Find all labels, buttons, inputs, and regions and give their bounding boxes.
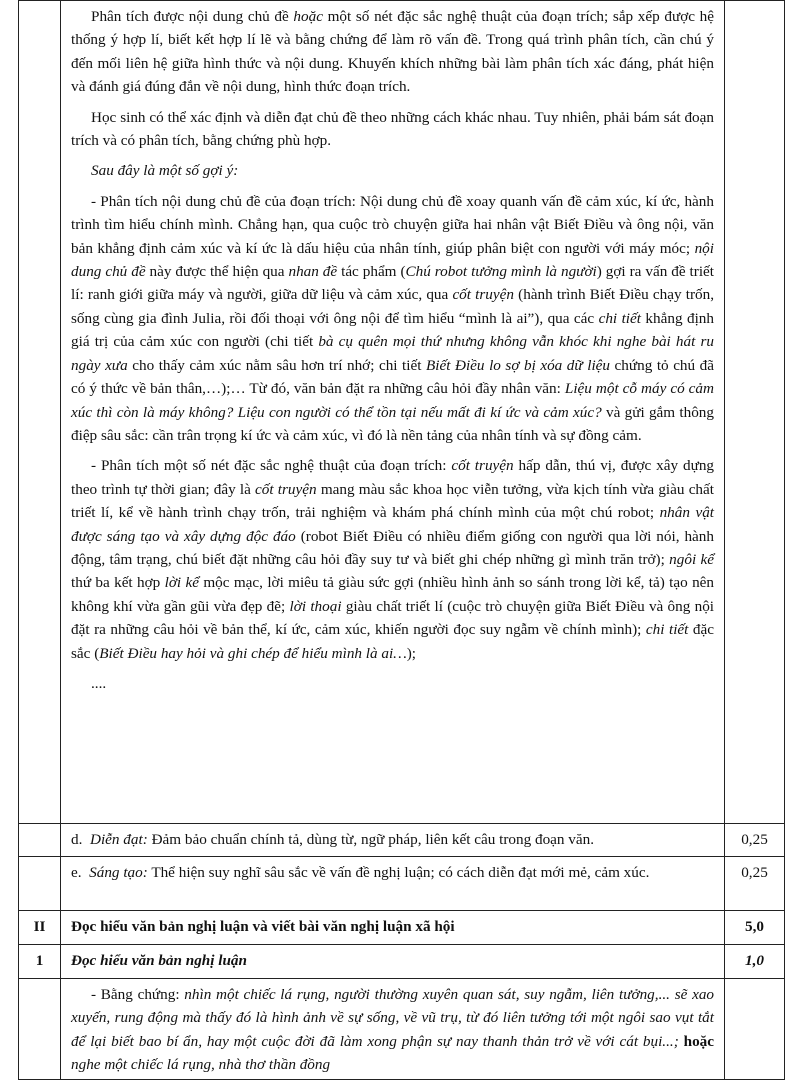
criterion-row-e: [19, 857, 785, 911]
text-run: chi tiết: [645, 621, 689, 639]
section-II-row: [19, 911, 785, 945]
text-run: chi tiết: [598, 309, 641, 327]
criterion-label: Diễn đạt:: [89, 831, 148, 848]
text-run: (robot Biết Điều có nhiều điểm giống con người qua lời nói, hành động, tâm trạng, chú biết đặt những câu hỏi đầy suy tư và biết ghi chép những gì mình trăn trở);: [71, 527, 714, 568]
text-run: tác phẩm (: [337, 263, 406, 281]
section-c-score-cell: [725, 1, 785, 824]
text-run: hoặc: [683, 1032, 715, 1050]
text-run: một số nét đặc sắc nghệ thuật của đoạn trích; sắp xếp được hệ thống ý hợp lí, biết kết hợp lí lẽ và bằng chứng để làm rõ vấn đề. Trong quá trình phân tích, cần chú ý đến mối liên hệ giữa hình thức và nội dung. Khuyến khích những bài làm phân tích xác đáng, phát hiện và đánh giá đúng đắn về nội dung, hình thức đoạn trích.: [71, 8, 714, 96]
criterion-row-d: [19, 824, 785, 857]
answer-content: [61, 979, 725, 1080]
paragraph: [71, 672, 714, 695]
text-run: đặc sắc (: [71, 621, 714, 662]
text-run: mộc mạc, lời miêu tả giàu sức gợi (nhiều hình ảnh so sánh trong lời kể, tả) tạo nên không khí vừa gần gũi vừa đẹp đẽ;: [71, 574, 714, 615]
text-run: Phân tích được nội dung chủ đề: [91, 8, 294, 25]
text-run: ....: [91, 674, 107, 692]
text-run: - Phân tích một số nét đặc sắc nghệ thuật của đoạn trích:: [91, 457, 452, 475]
text-run: nhân vật được sáng tạo và xây dựng độc đáo: [71, 504, 715, 545]
section-number: II: [19, 911, 61, 945]
criterion-e: e. Sáng tạo: Thể hiện suy nghĩ sâu sắc về vấn đề nghị luận; có cách diễn đạt mới mẻ, cảm xúc.: [61, 857, 725, 911]
paragraph: [71, 983, 714, 1077]
text-run: (hành trình Biết Điều chạy trốn, sống cùng gia đình Julia, rồi đối thoại với ông nội để tìm hiểu “mình là ai”), qua các: [71, 286, 714, 327]
section-c-row: [19, 1, 785, 824]
text-run: lời thoại: [289, 597, 342, 615]
text-run: Biết Điều lo sợ bị xóa dữ liệu: [426, 356, 610, 374]
text-run: Học sinh có thể xác định và diễn đạt chủ đề theo những cách khác nhau. Tuy nhiên, phải bám sát đoạn trích và có phân tích, bằng chứng phù hợp.: [71, 108, 714, 150]
text-run: giàu chất triết lí (cuộc trò chuyện giữa Biết Điều và ông nội đặt ra những câu hỏi về bản thể, kí ức, cảm xúc, khiến người đọc suy ngẫm về chính mình);: [71, 597, 715, 639]
text-run: Biết Điều hay hỏi và ghi chép để hiểu mình là ai…: [99, 644, 407, 662]
paragraph: [71, 454, 714, 665]
text-run: ) gợi ra vấn đề triết lí: ranh giới giữa máy và người, giữa dữ liệu và cảm xúc, qua: [71, 263, 714, 304]
text-run: và gửi gắm thông điệp sâu sắc: cần trân trọng kí ức và cảm xúc, vì đó là nền tảng của nhân tính và sự đồng cảm.: [71, 403, 714, 444]
text-run: Chú robot tưởng mình là người: [405, 263, 597, 281]
text-run: này được thể hiện qua: [145, 263, 289, 281]
text-run: nội dung chủ đề: [71, 239, 714, 281]
text-run: ngôi kể: [669, 550, 715, 568]
text-run: khẳng định giá trị của cảm xúc con người (chi tiết: [71, 309, 714, 351]
score-cell: 0,25: [725, 824, 785, 857]
text-run: cho thấy cảm xúc nằm sâu hơn trí nhớ; chi tiết: [127, 356, 426, 374]
paragraph: [71, 190, 714, 447]
answer-row: [19, 979, 785, 1080]
score-cell: 5,0: [725, 911, 785, 945]
grading-table: [18, 0, 785, 1080]
text-run: cốt truyện: [451, 457, 514, 475]
text-run: nhan đề: [288, 263, 338, 281]
criterion-text: Đảm bảo chuẩn chính tả, dùng từ, ngữ pháp, liên kết câu trong đoạn văn.: [151, 831, 595, 848]
text-run: hấp dẫn, thú vị, được xây dựng theo trình tự thời gian; đây là: [71, 457, 715, 498]
text-run: nhìn một chiếc lá rụng, người thường xuyên quan sát, suy ngẫm, liên tưởng,... sẽ xao xuyến, rung động mà thấy đó là hình ảnh về sự sống, về vũ trụ, từ đó liên tưởng tới một ngôi sao vụt tắt để lại biết bao bí ẩn, hay một cuộc đời đã làm xong phận sự nay thanh thản trở về với cát bụi...;: [71, 986, 715, 1050]
text-run: cốt truyện: [452, 286, 514, 304]
text-run: mang màu sắc khoa học viễn tưởng, vừa kịch tính vừa giàu chất triết lí, kể về hành trình chạy trốn, trải nghiệm và khám phá chính mình của một chú robot;: [71, 480, 714, 522]
part-1-row: [19, 945, 785, 979]
part-number: 1: [19, 945, 61, 979]
section-c-number-cell: [19, 1, 61, 824]
score-cell: 0,25: [725, 857, 785, 911]
section-c-content: [61, 1, 725, 824]
paragraph: [71, 159, 714, 182]
paragraph: [71, 5, 714, 99]
part-title: Đọc hiểu văn bản nghị luận: [61, 945, 725, 979]
text-run: bà cụ quên mọi thứ nhưng không vẫn khóc khi nghe bài hát ru ngày xưa: [71, 333, 714, 374]
score-cell: 1,0: [725, 945, 785, 979]
criterion-text: Thể hiện suy nghĩ sâu sắc về vấn đề nghị luận; có cách diễn đạt mới mẻ, cảm xúc.: [151, 864, 650, 881]
text-run: - Bằng chứng:: [91, 986, 185, 1003]
text-run: lời kể: [164, 574, 199, 592]
text-run: cốt truyện: [255, 480, 317, 498]
text-run: - Phân tích nội dung chủ đề của đoạn trích: Nội dung chủ đề xoay quanh vấn đề cảm xúc, kí ức, hành trình tìm hiểu chính mình. Chẳng hạn, qua cuộc trò chuyện giữa hai nhân vật Biết Điều và ông nội, văn bản khẳng định cảm xúc và kí ức là dấu hiệu của nhân tính, giúp phân biệt con người với máy móc;: [71, 192, 714, 257]
text-run: nghe một chiếc lá rụng, nhà thơ thần đồng: [71, 1056, 331, 1074]
criterion-label: Sáng tạo:: [89, 864, 148, 881]
text-run: Sau đây là một số gợi ý:: [91, 162, 239, 180]
text-run: hoặc: [293, 8, 323, 25]
section-title: Đọc hiểu văn bản nghị luận và viết bài văn nghị luận xã hội: [61, 911, 725, 945]
text-run: chứng tỏ chú đã có ý thức về bản thân,…);… Từ đó, văn bản đặt ra những câu hỏi đầy nhân văn:: [71, 356, 714, 398]
paragraph: [71, 106, 714, 153]
text-run: );: [406, 644, 417, 662]
criterion-d: d. Diễn đạt: Đảm bảo chuẩn chính tả, dùng từ, ngữ pháp, liên kết câu trong đoạn văn.: [61, 824, 725, 857]
text-run: Liệu một cỗ máy có cảm xúc thì còn là máy không? Liệu con người có thể tồn tại nếu mất đi kí ức và cảm xúc?: [71, 380, 714, 421]
text-run: thứ ba kết hợp: [71, 574, 165, 592]
